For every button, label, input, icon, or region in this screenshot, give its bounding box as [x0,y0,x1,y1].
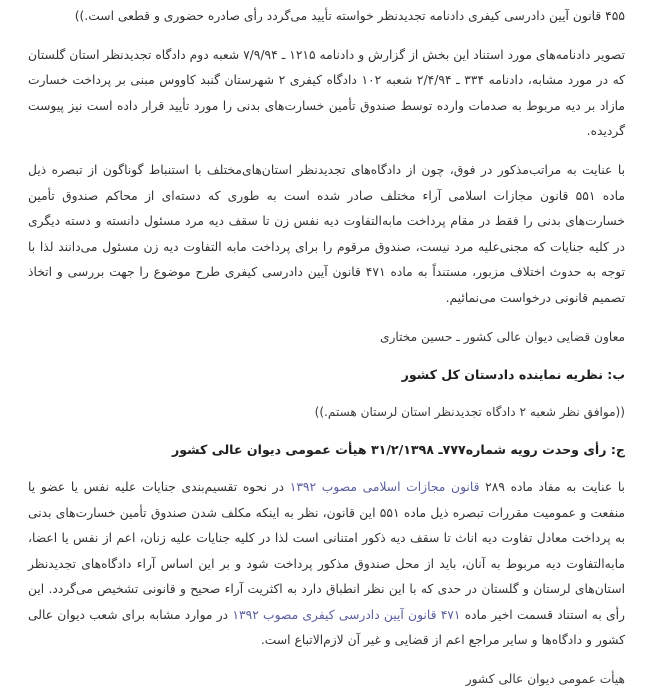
quote-prosecutor-opinion: ((موافق نظر شعبه ۲ دادگاه تجدیدنظر استان لرستان هستم.)) [314,404,625,419]
ruling-text-part-2: در نحوه تقسیم‌بندی جنایات علیه نفس یا عضو یا منفعت و عمومیت مقررات تبصره ذیل ماده ۵۵۱ این قانون، نظر به اینکه مکلف شدن صندوق تأمین خسارت‌های بدنی به پرداخت معادل تفاوت دیه اناث تا سقف دیه ذکور امتنانی است لذا در کلیه جنایات علیه زنان، اعم از نفس یا اعضا، مابه‌التفاوت دیه مربوط به آنان، باید از محل صندوق مذکور پرداخت شود و بر این اساس آراء دادگاه‌های تجدیدنظر استان‌های لرستان و گلستان در حدی که با این نظر انطباق دارد به اکثریت آراء صحیح و قانونی تشخیص می‌گردد. این رأی به استناد قسمت اخیر ماده [28,479,625,622]
signature-deputy-judicial: معاون قضایی دیوان عالی کشور ـ حسین مختاری [379,329,625,344]
paragraph-continuation-top: ۴۵۵ قانون آیین دادرسی کیفری دادنامه تجدیدنظر خواسته تأیید می‌گردد رأی صادره حضوری و قطعی است.)) [74,9,625,23]
law-reference-link-penal-code[interactable]: قانون مجازات اسلامی مصوب ۱۳۹۲ [289,479,480,494]
paragraph-evidence-attachments: تصویر دادنامه‌های مورد استناد این بخش از گزارش و دادنامه ۱۲۱۵ ـ ۷/۹/۹۴ شعبه دوم دادگاه تجدیدنظر استان گلستان که در مورد مشابه، دادنامه ۳۳۴ ـ ۲/۴/۹۴ شعبه ۱۰۲ دادگاه کیفری ۲ شهرستان گنبد کاووس مبنی بر پرداخت خسارت مازاد بر دیه مربوط به صدمات وارده توسط صندوق تأمین خسارت‌های بدنی را مورد تأیید قرار داده است نیز پیوست گردیده. [28,47,626,139]
ruling-text-part-3: در موارد مشابه برای شعب دیوان عالی کشور و دادگاه‌ها و سایر مراجع اعم از قضایی و غیر آن لازم‌الاتباع است. [28,607,625,648]
law-reference-link-criminal-procedure[interactable]: ۴۷۱ قانون آیین دادرسی کیفری مصوب ۱۳۹۲ [232,607,461,622]
ruling-text-part-1: با عنایت به مفاد ماده ۲۸۹ [479,479,625,494]
heading-section-c: ج: رأی وحدت رویه شماره۷۷۷ـ ۳۱/۲/۱۳۹۸ هیأت عمومی دیوان عالی کشور [172,442,625,458]
paragraph-request-for-review: با عنایت به مراتب‌مذکور در فوق، چون از دادگاه‌های تجدیدنظر استان‌های‌مختلف با استنباط گوناگون از تبصره ذیل ماده ۵۵۱ قانون مجازات اسلامی آراء مختلف صادر شده است به طوری که دسته‌ای از محاکم صندوق تأمین خسارت‌های بدنی را فقط در مقام پرداخت مابه‌التفاوت دیه نفس زن تا سقف دیه مرد مسئول دانسته و دسته دیگری در کلیه جنایات که مجنی‌علیه مرد نیست، صندوق مرقوم را برای پرداخت مابه التفاوت دیه زن مسئول می‌دانند لذا با توجه به حدوث اختلاف مزبور، مستنداً به ماده ۴۷۱ قانون آیین دادرسی کیفری طرح موضوع را جهت بررسی و اتخاذ تصمیم قانونی درخواست می‌نمائیم. [28,162,626,305]
heading-section-b: ب: نظریه نماینده دادستان کل کشور [401,367,625,383]
footer-issuing-body: هیأت عمومی دیوان عالی کشور [465,672,625,687]
paragraph-unity-ruling [28,475,625,654]
